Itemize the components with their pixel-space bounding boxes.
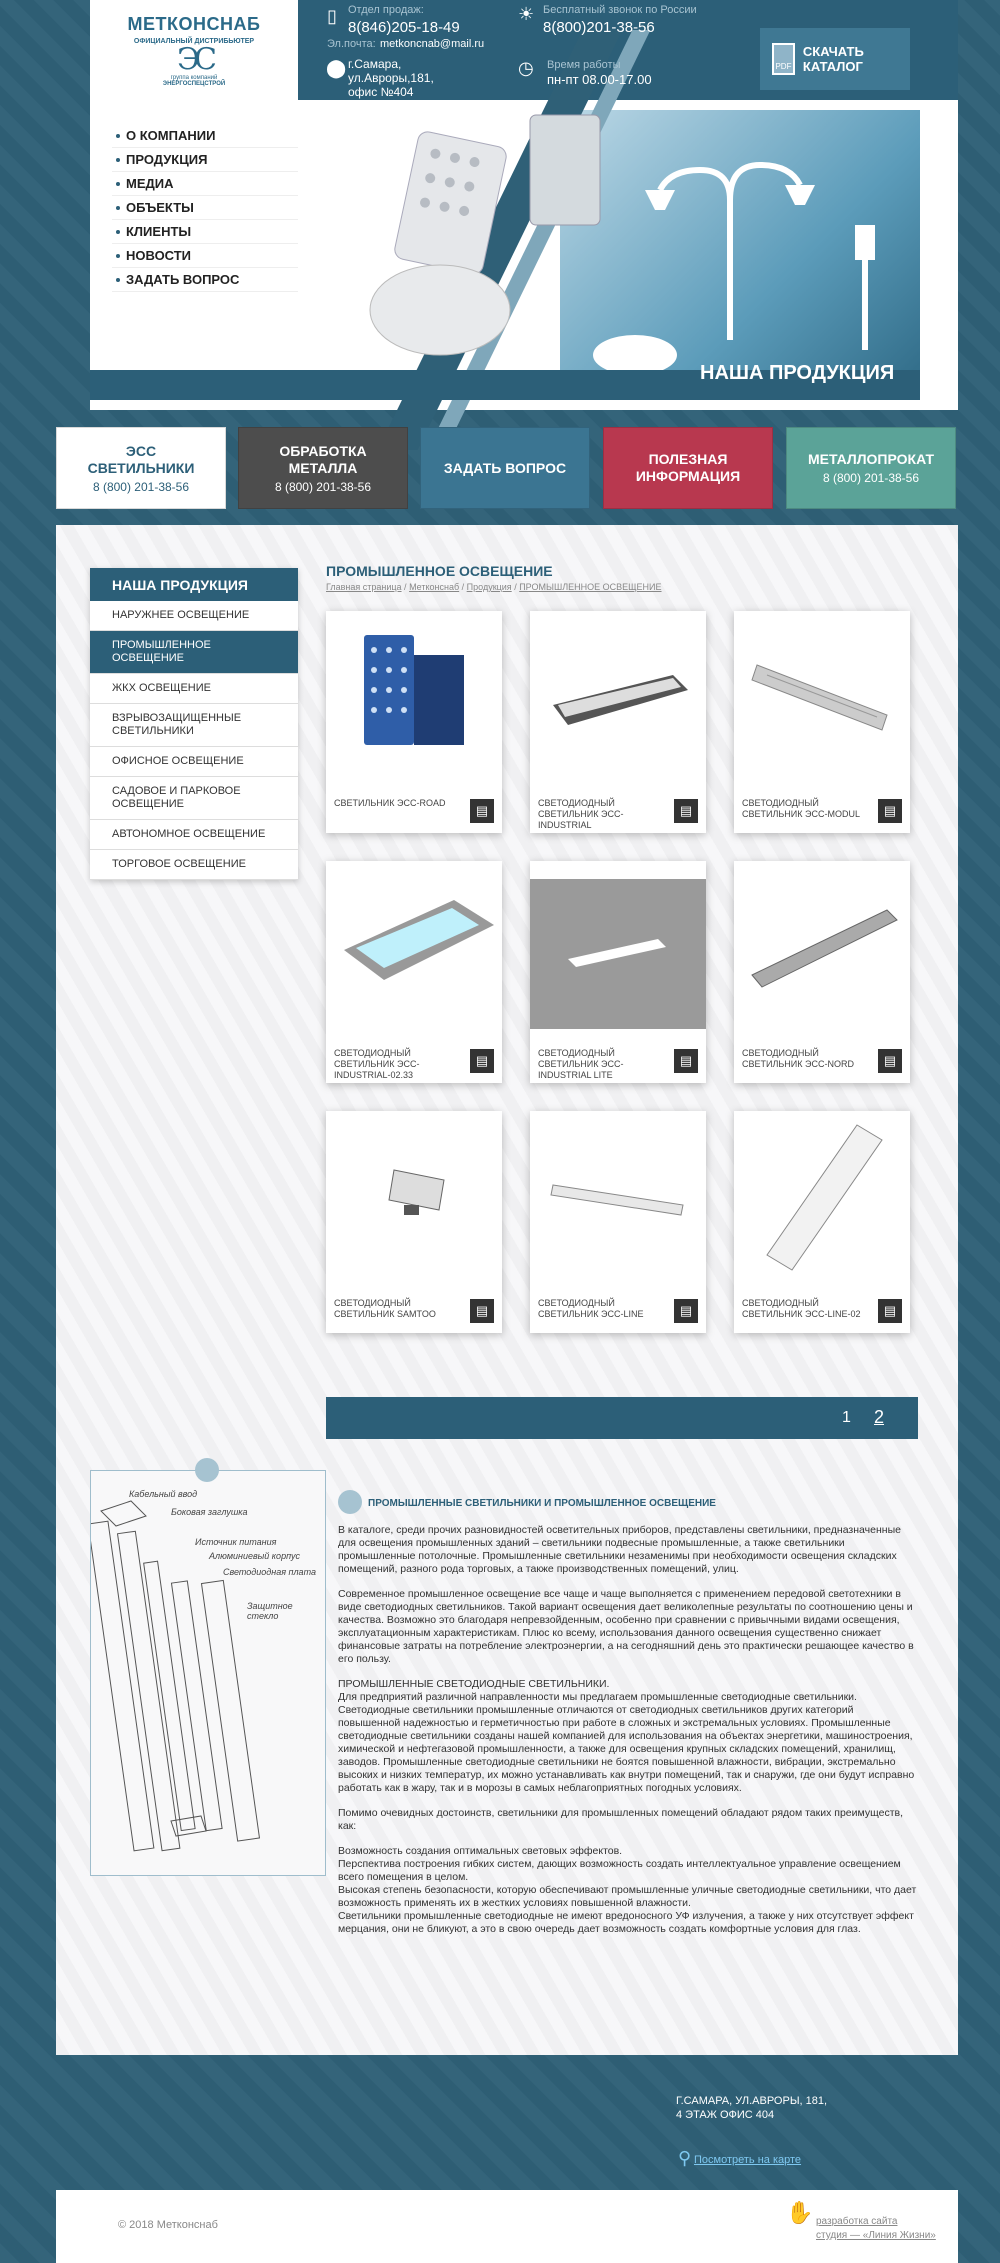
page-current[interactable]: 2 xyxy=(874,1407,885,1427)
sidebar-item[interactable]: ОФИСНОЕ ОСВЕЩЕНИЕ xyxy=(90,747,298,777)
product-card[interactable] xyxy=(734,1111,910,1333)
logo[interactable] xyxy=(90,0,298,105)
tile-title: ЭСС СВЕТИЛЬНИКИ xyxy=(87,442,195,476)
page-link[interactable]: 1 xyxy=(842,1409,851,1426)
breadcrumb-link[interactable]: Главная страница xyxy=(326,582,402,592)
product-card[interactable] xyxy=(326,861,502,1083)
sidebar-item[interactable]: НАРУЖНЕЕ ОСВЕЩЕНИЕ xyxy=(90,601,298,631)
breadcrumb-link[interactable]: Метконснаб xyxy=(409,582,460,592)
sidebar-title: НАША ПРОДУКЦИЯ xyxy=(90,568,298,601)
article-paragraph: Помимо очевидных достоинств, светильники для промышленных помещений обладают рядом таких преимуществ, как: xyxy=(338,1807,904,1832)
clock-icon: ◷ xyxy=(518,58,534,78)
menu-item-media[interactable]: МЕДИА xyxy=(112,172,298,196)
tile-metal-processing[interactable] xyxy=(238,427,408,509)
product-image-road xyxy=(354,625,474,765)
product-card[interactable] xyxy=(734,611,910,833)
tile-title: ЗАДАТЬ ВОПРОС xyxy=(443,459,567,476)
document-icon[interactable]: ▤ xyxy=(470,1049,494,1073)
main-menu xyxy=(112,124,298,292)
menu-item-ask[interactable]: ЗАДАТЬ ВОПРОС xyxy=(112,268,298,292)
product-image-lite xyxy=(558,929,678,979)
pagination xyxy=(326,1397,918,1439)
lamp-shades xyxy=(593,185,875,370)
tile-title: МЕТАЛЛОПРОКАТ xyxy=(807,451,935,467)
developer-line: разработка сайта xyxy=(816,2216,898,2227)
product-name: СВЕТОДИОДНЫЙ СВЕТИЛЬНИК ЭСС-NORD xyxy=(742,1048,854,1069)
product-image-industrial xyxy=(543,655,693,735)
document-icon[interactable]: ▤ xyxy=(878,1049,902,1073)
menu-item-clients[interactable]: КЛИЕНТЫ xyxy=(112,220,298,244)
tile-ess-lights[interactable] xyxy=(56,427,226,509)
diagram-label: Источник питания xyxy=(195,1537,277,1547)
product-name: СВЕТОДИОДНЫЙ СВЕТИЛЬНИК SAMTOO xyxy=(334,1298,436,1319)
product-card[interactable] xyxy=(530,611,706,833)
lamp-icon: ☀ xyxy=(518,4,535,24)
diagram-label: Защитное стекло xyxy=(247,1601,293,1621)
email-link[interactable]: metkoncnab@mail.ru xyxy=(380,38,485,50)
document-icon[interactable]: ▤ xyxy=(674,1049,698,1073)
product-image-modul xyxy=(747,645,897,745)
streetlamp-illustration xyxy=(660,165,865,350)
logo-title: МЕТКОНСНАБ xyxy=(127,14,261,34)
breadcrumb-current: ПРОМЫШЛЕННОЕ ОСВЕЩЕНИЕ xyxy=(519,582,662,592)
product-image xyxy=(326,611,502,779)
product-name: СВЕТОДИОДНЫЙ СВЕТИЛЬНИК ЭСС-INDUSTRIAL-02.33 xyxy=(334,1048,420,1080)
tile-title: ПОЛЕЗНАЯ ИНФОРМАЦИЯ xyxy=(635,451,741,484)
article-paragraph: ПРОМЫШЛЕННЫЕ СВЕТОДИОДНЫЕ СВЕТИЛЬНИКИ. Для предприятий различной направленности мы предлагаем промышленные светодиодные светильники. Светодиодные светильники промышленные отличаются от светодиодных светильников других категорий повышенной надежностью и герметичностью при работе в сложных и экстремальных условиях. Промышленные светодиодные светильники созданы нашей компанией для использования на объектах энергетики, машиностроения, химической и нефтегазовой промышленности, а также для освещения крупных складских помещений, хранилищ, заводов. Промышленные светодиодные светильники не боятся повышенной влажности, вибрации, экстремально высоких и низких температур, их можно устанавливать как внутри помещений, так и снаружи, где они будут исправно работать как в жару, так и в морозы в самых неблагоприятных погодных условиях. xyxy=(338,1678,915,1794)
hours-label: Время работы xyxy=(547,59,621,71)
work-hours: пн-пт 08.00-17.00 xyxy=(547,72,652,87)
tile-title: ОБРАБОТКА МЕТАЛЛА xyxy=(279,442,367,476)
tile-metal-rolling[interactable] xyxy=(786,427,956,509)
developer-line: студия — «Линия Жизни» xyxy=(816,2230,936,2241)
tile-phone: 8 (800) 201-38-56 xyxy=(822,471,920,485)
developer-credit[interactable] xyxy=(816,2215,936,2243)
product-name: СВЕТОДИОДНЫЙ СВЕТИЛЬНИК ЭСС-LINE-02 xyxy=(742,1298,861,1319)
led-floodlight-image xyxy=(393,130,508,276)
page-title: ПРОМЫШЛЕННОЕ ОСВЕЩЕНИЕ xyxy=(326,563,553,579)
product-name: СВЕТОДИОДНЫЙ СВЕТИЛЬНИК ЭСС-MODUL xyxy=(742,798,860,819)
exploded-view-drawing xyxy=(91,1471,327,1877)
product-image xyxy=(326,1111,502,1279)
logo-subtitle: ОФИЦИАЛЬНЫЙ ДИСТРИБЬЮТЕР xyxy=(133,38,255,45)
product-name: СВЕТОДИОДНЫЙ СВЕТИЛЬНИК ЭСС-INDUSTRIAL xyxy=(538,798,624,830)
product-card[interactable] xyxy=(326,611,502,833)
sidebar-item[interactable]: АВТОНОМНОЕ ОСВЕЩЕНИЕ xyxy=(90,820,298,850)
logo-group: ЭНЕРГОСПЕЦСТРОЙ xyxy=(162,81,226,87)
tile-ask-question[interactable] xyxy=(420,427,590,509)
product-image-line-02 xyxy=(747,1115,897,1275)
product-name: СВЕТОДИОДНЫЙ СВЕТИЛЬНИК ЭСС-INDUSTRIAL LITE xyxy=(538,1048,624,1080)
sidebar-item-active[interactable]: ПРОМЫШЛЕННОЕ ОСВЕЩЕНИЕ xyxy=(90,631,298,674)
logo-group-top: группа компаний xyxy=(170,75,218,81)
pdf-icon: PDF xyxy=(772,43,795,75)
sidebar-item[interactable]: САДОВОЕ И ПАРКОВОЕ ОСВЕЩЕНИЕ xyxy=(90,777,298,820)
diagram-label: Алюминиевый корпус xyxy=(209,1551,301,1561)
product-sidebar xyxy=(90,568,298,880)
phone-icon: ▯ xyxy=(327,6,337,26)
diagram-label: Боковая заглушка xyxy=(171,1507,248,1517)
sales-label: Отдел продаж: xyxy=(348,4,424,16)
catalog-button-label: СКАЧАТЬ КАТАЛОГ xyxy=(802,44,864,74)
decor-circle xyxy=(338,1490,362,1514)
product-card[interactable] xyxy=(326,1111,502,1333)
document-icon[interactable]: ▤ xyxy=(470,1299,494,1323)
footer-address: Г.САМАРА, УЛ.АВРОРЫ, 181, 4 ЭТАЖ ОФИС 404 xyxy=(676,2095,828,2121)
email-label: Эл.почта: xyxy=(327,38,376,50)
decor-circle xyxy=(195,1458,219,1482)
location-pin-icon: ⬤ xyxy=(326,58,347,78)
header-address: г.Самара, ул.Авроры,181, офис №404 xyxy=(348,57,434,99)
product-image xyxy=(530,611,706,779)
tile-phone: 8 (800) 201-38-56 xyxy=(92,479,190,494)
sidebar-item[interactable]: ТОРГОВОЕ ОСВЕЩЕНИЕ xyxy=(90,850,298,880)
document-icon[interactable]: ▤ xyxy=(470,799,494,823)
document-icon[interactable]: ▤ xyxy=(878,1299,902,1323)
free-call-phone[interactable]: 8(800)201-38-56 xyxy=(543,19,655,36)
product-image-samtoo xyxy=(374,1160,454,1230)
document-icon[interactable]: ▤ xyxy=(878,799,902,823)
tile-phone: 8 (800) 201-38-56 xyxy=(274,479,372,494)
street-light-panel xyxy=(530,115,600,225)
free-call-label: Бесплатный звонок по России xyxy=(543,4,697,16)
product-image-nord xyxy=(742,895,902,995)
document-icon[interactable]: ▤ xyxy=(674,799,698,823)
copyright: © 2018 Метконснаб xyxy=(118,2219,218,2231)
article-title: ПРОМЫШЛЕННЫЕ СВЕТИЛЬНИКИ И ПРОМЫШЛЕННОЕ ОСВЕЩЕНИЕ xyxy=(368,1498,716,1509)
article-paragraph: Возможность создания оптимальных световых эффектов. Перспектива построения гибких систем, дающих возможность создать интеллектуальное управление освещением всего помещения в целом. Высокая степень безопасности, которую обеспечивают промышленные уличные светодиодные светильники, что дает возможность применять их в жестких условиях повышенной влажности. Светильники промышленные светодиодные не имеют вредоносного УФ излучения, а также у них отсутствует эффект мерцания, они не бликуют, а это в свою очередь дает возможность создать комфортные условия для глаз. xyxy=(338,1845,917,1935)
sales-phone[interactable]: 8(846)205-18-49 xyxy=(348,19,460,36)
tile-useful-info[interactable] xyxy=(603,427,773,509)
document-icon[interactable]: ▤ xyxy=(674,1299,698,1323)
spotlight-image xyxy=(370,265,510,355)
map-link[interactable]: Посмотреть на карте xyxy=(694,2154,802,2166)
article-paragraph: В каталоге, среди прочих разновидностей осветительных приборов, представлены светильники, предназначенные для освещения промышленных зданий – светильники подвесные промышленные, а также светильники промышленные потолочные. Промышленные светильники незаменимы при необходимости освещения складских помещений, разного рода торговых, а также производственных помещений, улиц. xyxy=(338,1524,901,1575)
product-image xyxy=(734,611,910,779)
breadcrumb-link[interactable]: Продукция xyxy=(466,582,512,592)
menu-item-products[interactable]: ПРОДУКЦИЯ xyxy=(112,148,298,172)
product-card[interactable] xyxy=(530,861,706,1083)
diagram-label: Кабельный ввод xyxy=(129,1489,198,1499)
menu-item-objects[interactable]: ОБЪЕКТЫ xyxy=(112,196,298,220)
product-image-industrial-02 xyxy=(334,890,494,1000)
sidebar-item[interactable]: ЖКХ ОСВЕЩЕНИЕ xyxy=(90,674,298,704)
product-card[interactable] xyxy=(734,861,910,1083)
product-image xyxy=(326,861,502,1029)
hero-illustration xyxy=(360,110,920,370)
product-image xyxy=(734,861,910,1029)
product-image-line xyxy=(543,1165,693,1225)
product-image xyxy=(530,879,706,1029)
diagram-label: Светодиодная плата xyxy=(223,1567,316,1577)
menu-item-about[interactable]: О КОМПАНИИ xyxy=(112,124,298,148)
product-image xyxy=(734,1111,910,1279)
product-name: СВЕТИЛЬНИК ЭСС-ROAD xyxy=(334,798,446,808)
studio-logo-icon: ✋ xyxy=(786,2200,814,2225)
article-body xyxy=(338,1524,918,1948)
fixture-diagram xyxy=(90,1470,326,1876)
menu-item-news[interactable]: НОВОСТИ xyxy=(112,244,298,268)
article-paragraph: Современное промышленное освещение все чаще и чаще выполняется с применением передовой светотехники в виде светодиодных светильников. Такой вариант освещения дает великолепные результаты по соотношению цены и качества. Возможно это благодаря непревзойденным, особенно при сравнении с привычными видами освещения, эксплуатационным характеристикам. Плюс ко всему, использования данного освещения существенно снижает финансовые затраты на потребление электроэнергии, а на сегодняшний день это практически решающее качество в его пользу. xyxy=(338,1588,914,1665)
map-pin-icon: ⚲ xyxy=(678,2148,692,2168)
product-image xyxy=(530,1111,706,1279)
hero-title: НАША ПРОДУКЦИЯ xyxy=(700,362,895,384)
product-name: СВЕТОДИОДНЫЙ СВЕТИЛЬНИК ЭСС-LINE xyxy=(538,1298,644,1319)
sidebar-item[interactable]: ВЗРЫВОЗАЩИЩЕННЫЕ СВЕТИЛЬНИКИ xyxy=(90,704,298,747)
download-catalog-button[interactable] xyxy=(760,28,910,90)
logo-mark: ЭС xyxy=(177,42,211,77)
product-card[interactable] xyxy=(530,1111,706,1333)
breadcrumb: Главная страница / Метконснаб / Продукция / ПРОМЫШЛЕННОЕ ОСВЕЩЕНИЕ xyxy=(326,582,662,592)
